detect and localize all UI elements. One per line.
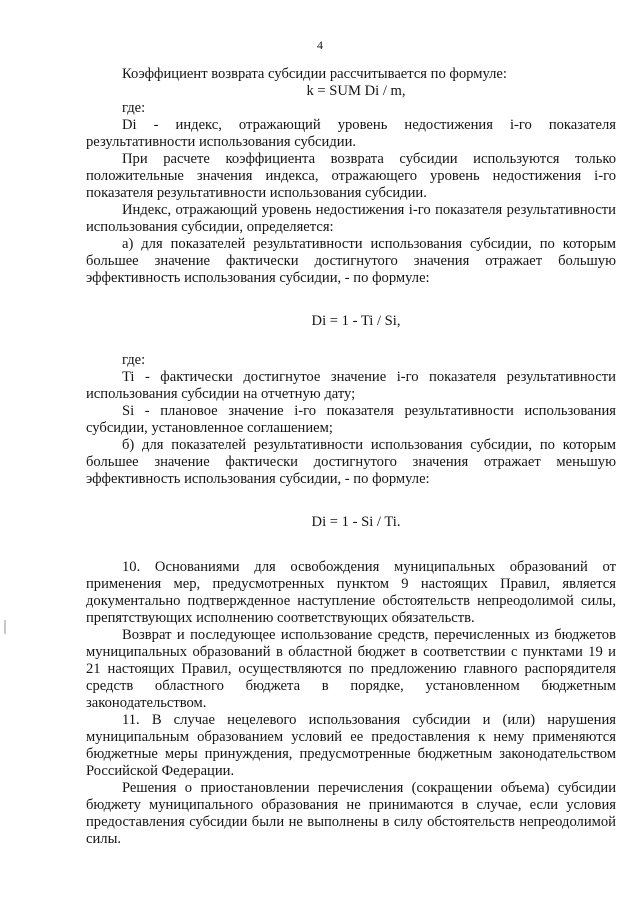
paragraph-return-funds: Возврат и последующее использование средств, перечисленных из бюджетов муниципальных образований в областной бюджет в соответствии с пунктами 19 и 21 настоящих Правил, осуществляются по предложению главного распорядителя средств областного бюджета в порядке, установленном бюджетным законодательством.	[86, 627, 616, 711]
page-number: 4	[317, 38, 323, 52]
formula-k: k = SUM Di / m,	[306, 83, 406, 99]
paragraph-index-determined: Индекс, отражающий уровень недостижения i-го показателя результативности использования субсидии, определяется:	[86, 202, 616, 235]
paragraph-si-definition: Si - плановое значение i-го показателя результативности использования субсидии, установленное соглашением;	[86, 403, 616, 436]
paragraph-case-a: а) для показателей результативности использования субсидии, по которым большее значение фактически достигнутого значения отражает большую эффективность использования субсидии, - по формуле:	[86, 236, 616, 286]
paragraph-where-1: где:	[122, 100, 146, 116]
paragraph-positive-values: При расчете коэффициента возврата субсидии используются только положительные значения индекса, отражающего уровень недостижения i-го показателя результативности использования субсидии.	[86, 151, 616, 201]
paragraph-di-definition: Di - индекс, отражающий уровень недостижения i-го показателя результативности использования субсидии.	[86, 117, 616, 150]
document-body	[86, 66, 616, 848]
paragraph-clause-11: 11. В случае нецелевого использования субсидии и (или) нарушения муниципальным образованием условий ее предоставления к нему применяются бюджетные меры принуждения, предусмотренные бюджетным законодательством Российской Федерации.	[86, 712, 616, 779]
paragraph-clause-10: 10. Основаниями для освобождения муниципальных образований от применения мер, предусмотренных пунктом 9 настоящих Правил, является документально подтвержденное наступление обстоятельств непреодолимой силы, препятствующих исполнению соответствующих обязательств.	[86, 559, 616, 626]
paragraph-suspension-decisions: Решения о приостановлении перечисления (сокращении объема) субсидии бюджету муниципального образования не принимаются в случае, если условия предоставления субсидии были не выполнены в силу обстоятельств непреодолимой силы.	[86, 780, 616, 847]
paragraph-where-2: где:	[122, 352, 146, 368]
formula-di-b: Di = 1 - Si / Ti.	[311, 514, 401, 530]
scan-edge-mark	[4, 620, 6, 634]
paragraph-case-b: б) для показателей результативности использования субсидии, по которым большее значение фактически достигнутого значения отражает меньшую эффективность использования субсидии, - по формуле:	[86, 437, 616, 487]
paragraph-formula-intro: Коэффициент возврата субсидии рассчитывается по формуле:	[122, 66, 507, 82]
formula-di-a: Di = 1 - Ti / Si,	[311, 313, 401, 329]
paragraph-ti-definition: Ti - фактически достигнутое значение i-го показателя результативности использования субсидии на отчетную дату;	[86, 369, 616, 402]
